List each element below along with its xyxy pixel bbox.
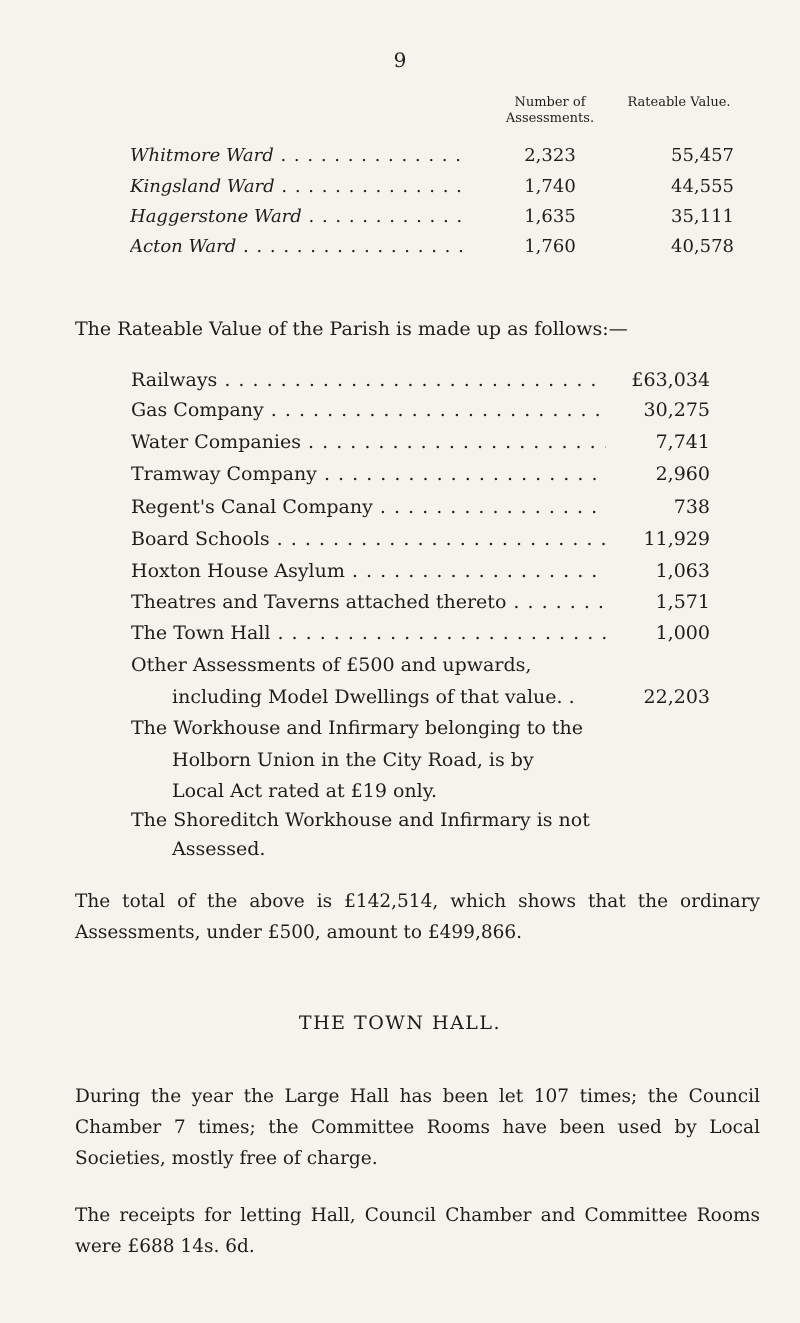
list-item [0,431,800,461]
list-item [0,528,800,558]
workhouse-note-line3: Local Act rated at £19 only. [172,780,437,802]
workhouse-note-line2: Holborn Union in the City Road, is by [172,749,534,771]
shoreditch-note-line2: Assessed. [172,838,266,860]
ward-rateable-value: 55,457 [671,145,734,166]
item-value: 7,741 [655,431,710,453]
ward-name: Haggerstone Ward . . . [130,206,470,227]
list-item [0,622,800,652]
item-name: Gas Company . . . [131,399,606,421]
ward-rateable-value: 44,555 [671,176,734,197]
ward-row [0,236,800,266]
item-value: 11,929 [643,528,710,550]
item-value: 1,000 [655,622,710,644]
list-item [0,369,800,399]
ward-assessments: 1,760 [524,236,576,257]
other-assessments-line1: Other Assessments of £500 and upwards, [131,654,532,676]
shoreditch-note-line1: The Shoreditch Workhouse and Infirmary is not [131,809,590,831]
item-value: 1,063 [655,560,710,582]
ward-row [0,145,800,175]
list-item [0,496,800,526]
list-item [0,399,800,429]
rateable-value-intro: The Rateable Value of the Parish is made up as follows:— [75,318,628,340]
column-header-assessments: Number of Assessments. [505,95,595,126]
item-name: Theatres and Taverns attached thereto . . . [131,591,606,613]
other-assessments-value: 22,203 [643,686,710,708]
ward-assessments: 2,323 [524,145,576,166]
list-item [0,463,800,493]
item-name: Water Companies . . . [131,431,606,453]
item-name: Regent's Canal Company . . . [131,496,606,518]
item-value: 1,571 [655,591,710,613]
ward-table-header [0,95,800,139]
item-name: Railways . . . [131,369,606,391]
item-name: Board Schools . . . [131,528,606,550]
item-name: The Town Hall . . . [131,622,606,644]
list-item [0,560,800,590]
ward-name: Acton Ward . . . [130,236,470,257]
ward-rateable-value: 35,111 [671,206,734,227]
item-value: 738 [673,496,710,518]
page-number: 9 [393,48,407,72]
ward-row [0,176,800,206]
item-value: 2,960 [655,463,710,485]
ward-name: Whitmore Ward . . . [130,145,470,166]
item-value: £63,034 [631,369,710,391]
ward-name: Kingsland Ward . . . [130,176,470,197]
ward-assessments: 1,740 [524,176,576,197]
receipts-paragraph: The receipts for letting Hall, Council Chamber and Committee Rooms were £688 14s. 6d. [75,1205,760,1257]
workhouse-note-line1: The Workhouse and Infirmary belonging to the [131,717,583,739]
item-value: 30,275 [643,399,710,421]
item-name: Tramway Company . . . [131,463,606,485]
ward-assessments: 1,635 [524,206,576,227]
ward-rateable-value: 40,578 [671,236,734,257]
ward-row [0,206,800,236]
other-assessments-line2: including Model Dwellings of that value. . [172,686,575,708]
town-hall-paragraph: During the year the Large Hall has been let 107 times; the Council Chamber 7 times; the Committee Rooms have been used by Local Societies, mostly free of charge. [75,1086,760,1169]
item-name: Hoxton House Asylum . . . [131,560,606,582]
total-paragraph: The total of the above is £142,514, which shows that the ordinary Assessments, under £500, amount to £499,866. [75,891,760,943]
list-item [0,591,800,621]
section-title: THE TOWN HALL. [298,1012,502,1034]
column-header-rateable-value: Rateable Value. [627,95,731,110]
